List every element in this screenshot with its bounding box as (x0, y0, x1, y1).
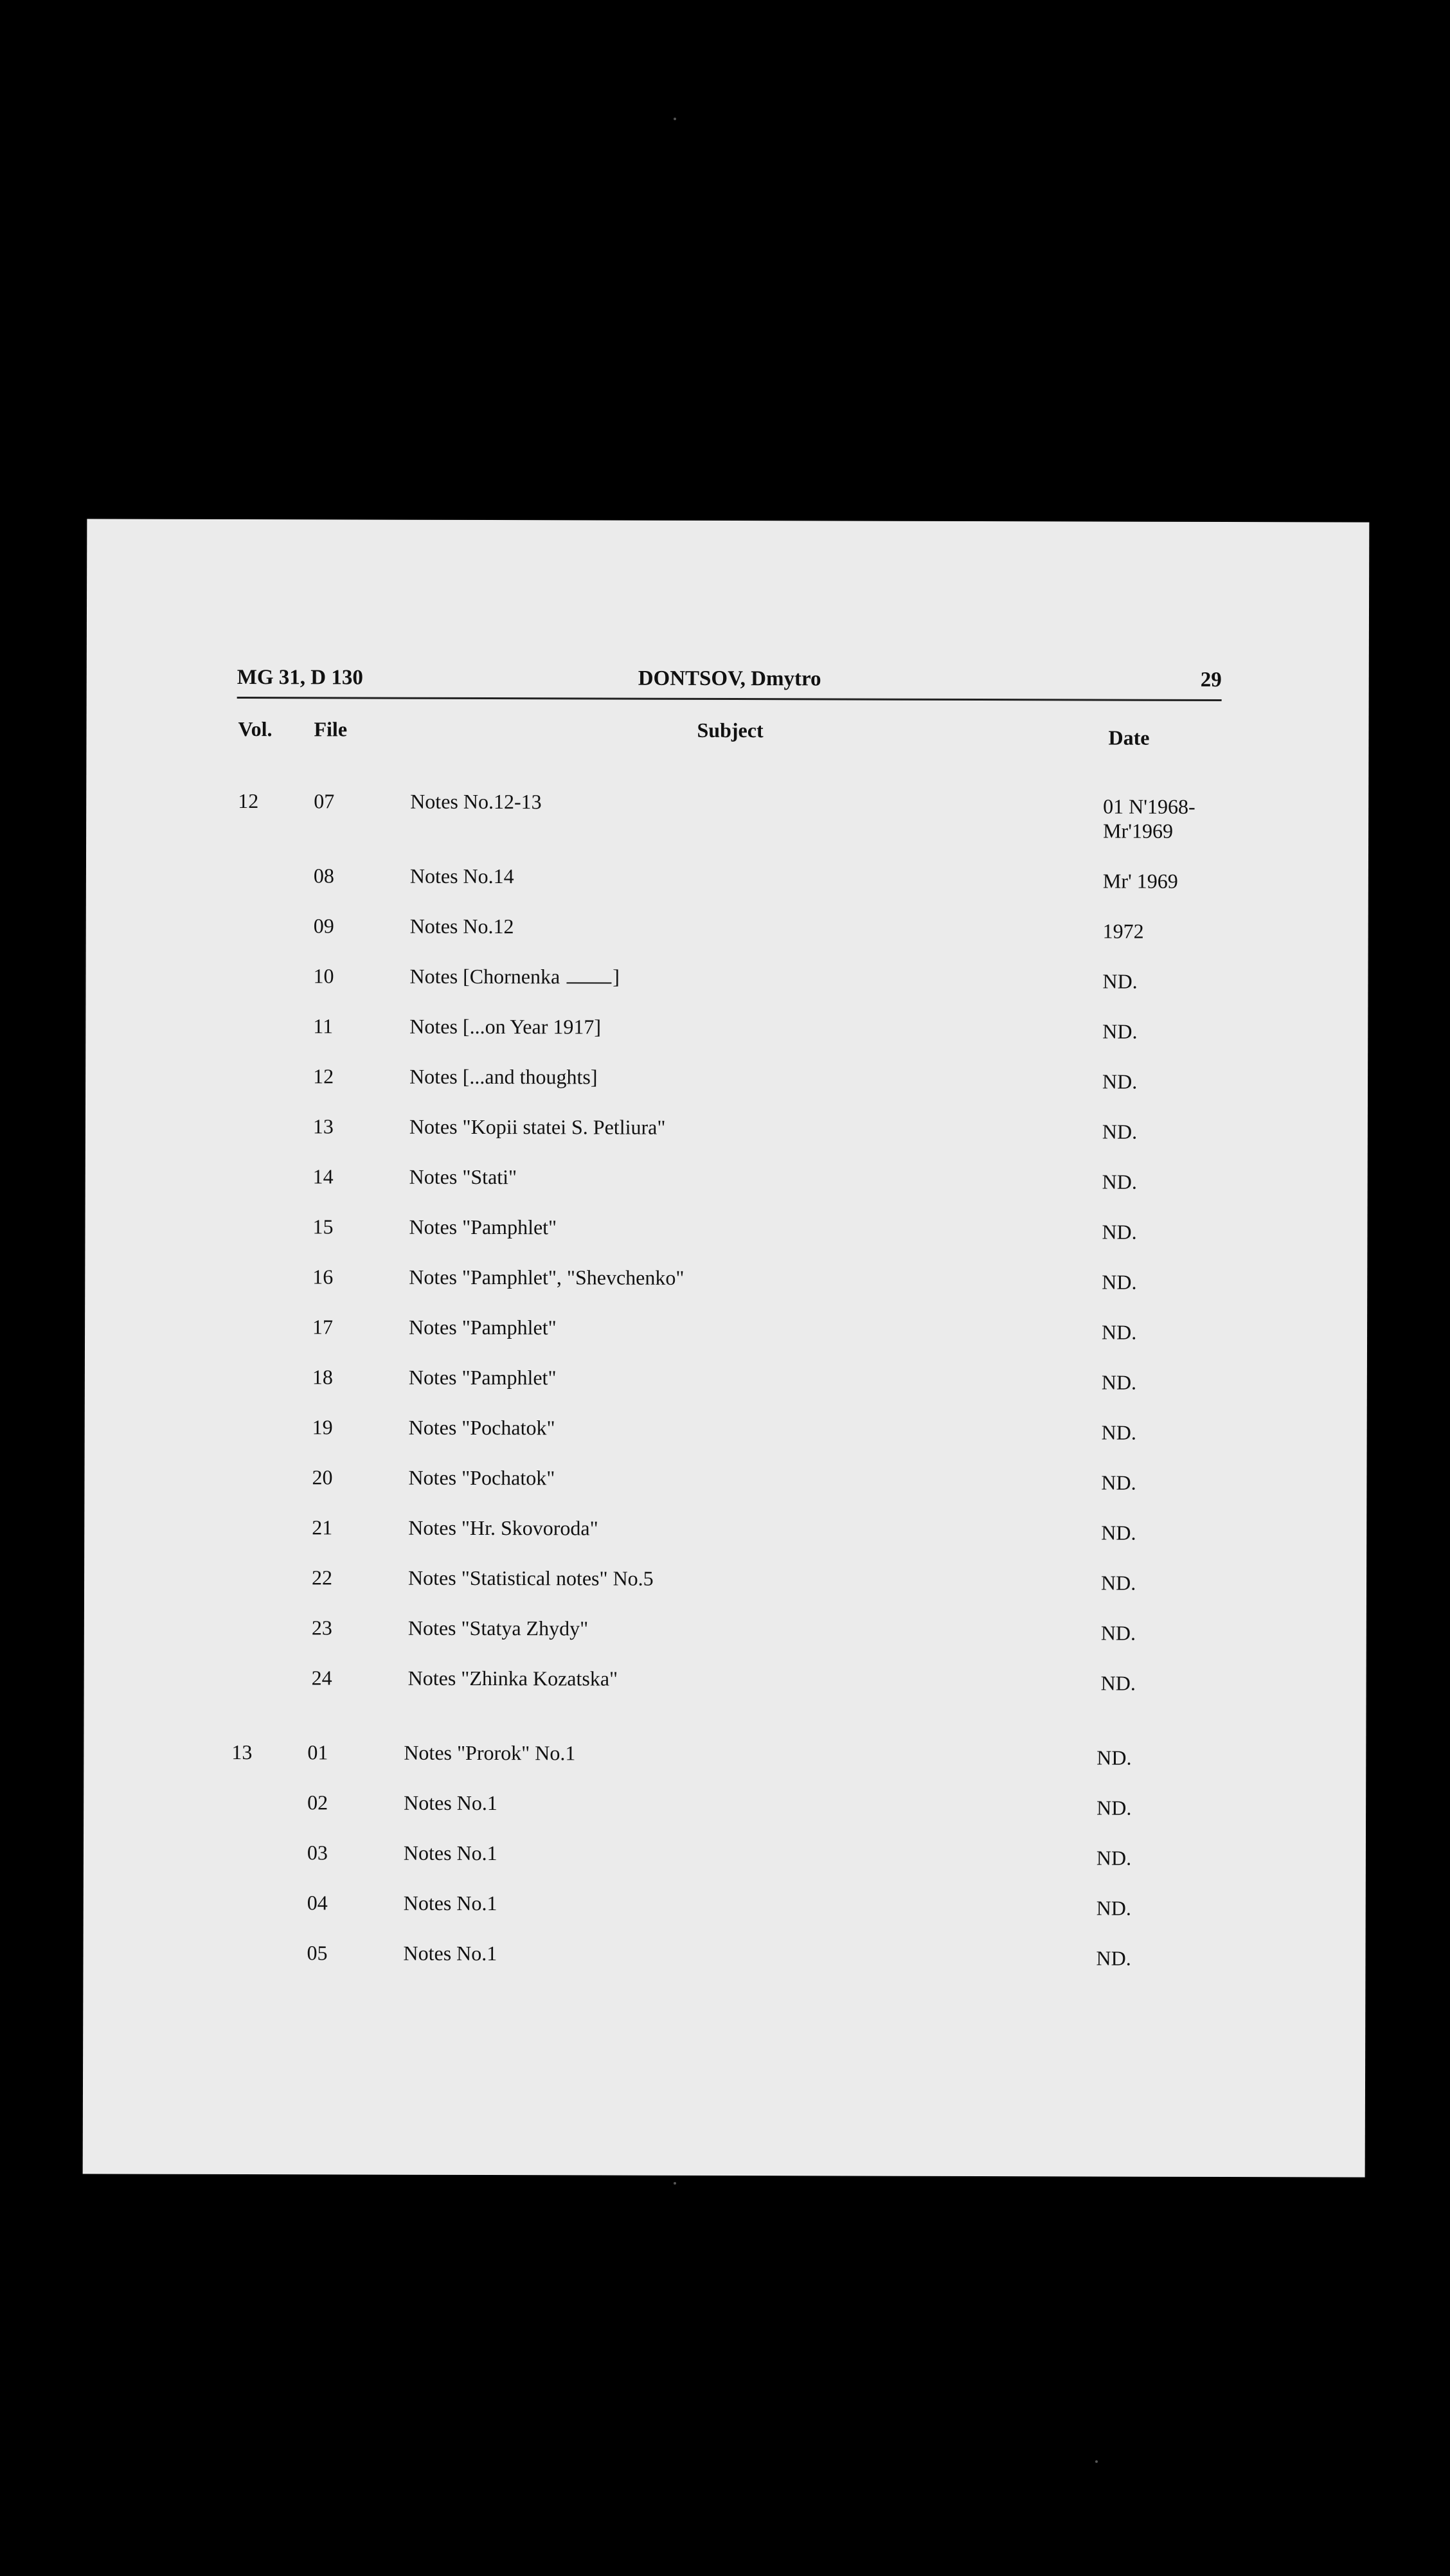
table-row (84, 1790, 1366, 1832)
subject-cell: Notes "Zhinka Kozatska" (407, 1666, 618, 1690)
date-cell: ND. (1102, 1220, 1137, 1244)
file-cell: 07 (314, 789, 335, 813)
table-row (86, 789, 1368, 843)
table-row (85, 1114, 1368, 1156)
file-cell: 24 (311, 1666, 332, 1690)
subject-cell: Notes No.12-13 (410, 789, 542, 814)
subject-suffix: ] (613, 965, 620, 988)
subject-cell: Notes No.1 (403, 1891, 497, 1915)
collection-name: DONTSOV, Dmytro (638, 666, 821, 691)
file-cell: 19 (312, 1415, 333, 1439)
subject-cell: Notes No.1 (403, 1841, 497, 1865)
date-cell: ND. (1102, 1320, 1137, 1344)
date-cell: ND. (1101, 1521, 1136, 1544)
file-cell: 16 (312, 1265, 334, 1289)
column-header-subject: Subject (697, 718, 764, 742)
file-cell: 12 (313, 1064, 334, 1088)
file-cell: 22 (312, 1566, 333, 1589)
date-cell: ND. (1100, 1671, 1136, 1695)
file-cell: 11 (313, 1014, 334, 1038)
table-row (84, 1565, 1366, 1607)
date-cell: ND. (1102, 1170, 1137, 1194)
subject-cell: Notes "Pamphlet" (408, 1365, 557, 1390)
column-header-file: File (314, 717, 348, 741)
document-page (83, 519, 1370, 2177)
file-cell: 17 (312, 1315, 334, 1339)
date-cell: ND. (1102, 1019, 1138, 1043)
file-cell: 14 (312, 1165, 334, 1188)
file-cell: 04 (307, 1891, 328, 1915)
subject-text: Notes [Chornenka (409, 964, 560, 988)
subject-cell: Notes "Pochatok" (408, 1415, 555, 1440)
date-cell: ND. (1101, 1420, 1136, 1444)
date-cell: Mr' 1969 (1102, 869, 1178, 893)
subject-cell: Notes No.12 (409, 914, 514, 938)
scan-speck (674, 118, 676, 120)
subject-cell: Notes "Pamphlet" (409, 1215, 557, 1239)
file-list (86, 789, 1368, 1970)
table-row (84, 1840, 1366, 1882)
table-row (85, 1164, 1368, 1206)
file-cell: 15 (312, 1215, 334, 1239)
table-row (83, 1940, 1365, 1982)
table-row (85, 1064, 1368, 1105)
collection-reference: MG 31, D 130 (237, 666, 363, 690)
date-cell: 01 N'1968-Mr'1969 (1103, 794, 1195, 843)
column-header-vol: Vol. (238, 717, 273, 741)
file-cell: 01 (307, 1740, 328, 1764)
vol-cell: 12 (238, 789, 259, 813)
blank-line (566, 981, 611, 983)
file-cell: 05 (307, 1941, 328, 1965)
table-row (86, 863, 1368, 905)
date-cell: ND. (1102, 1069, 1138, 1093)
date-cell: ND. (1096, 1946, 1131, 1970)
table-row (85, 1264, 1367, 1306)
subject-cell: Notes "Statya Zhydy" (407, 1616, 589, 1640)
scan-speck (674, 2182, 676, 2185)
table-row (84, 1615, 1366, 1657)
subject-cell (409, 965, 619, 989)
table-row (85, 963, 1368, 1005)
date-cell: 1972 (1102, 919, 1144, 943)
date-cell: ND. (1101, 1370, 1137, 1394)
file-cell: 02 (307, 1791, 328, 1814)
file-cell: 03 (307, 1841, 328, 1865)
table-row (84, 1890, 1366, 1932)
file-cell: 09 (313, 914, 334, 938)
subject-cell: Notes No.1 (404, 1791, 497, 1815)
file-cell: 08 (313, 864, 334, 888)
subject-cell: Notes No.14 (409, 864, 514, 888)
date-cell: ND. (1100, 1621, 1136, 1645)
subject-cell: Notes "Pamphlet", "Shevchenko" (409, 1265, 685, 1289)
file-cell: 13 (312, 1114, 334, 1138)
subject-cell: Notes [...and thoughts] (409, 1064, 598, 1089)
column-header-date: Date (1108, 726, 1150, 749)
table-row (85, 1314, 1367, 1356)
subject-cell: Notes "Hr. Skovoroda" (408, 1516, 598, 1540)
table-row (85, 1214, 1367, 1256)
file-cell: 23 (311, 1616, 332, 1640)
table-row (86, 913, 1368, 955)
table-row (85, 1364, 1367, 1406)
page-number: 29 (1200, 668, 1222, 692)
subject-cell: Notes [...on Year 1917] (409, 1014, 602, 1039)
date-cell: ND. (1096, 1796, 1132, 1820)
file-cell: 18 (312, 1365, 333, 1389)
date-cell: ND. (1096, 1746, 1132, 1769)
file-cell: 20 (312, 1465, 333, 1489)
subject-cell: Notes No.1 (403, 1941, 497, 1965)
subject-cell: Notes "Pochatok" (408, 1465, 555, 1490)
vol-cell: 13 (231, 1740, 253, 1764)
file-cell: 10 (313, 964, 334, 988)
date-cell: ND. (1102, 1270, 1137, 1294)
table-row (85, 1014, 1368, 1055)
file-cell: 21 (312, 1516, 333, 1539)
subject-cell: Notes "Statistical notes" No.5 (408, 1566, 654, 1590)
date-cell: ND. (1096, 1896, 1131, 1920)
table-row (84, 1465, 1366, 1507)
date-cell: ND. (1100, 1571, 1136, 1595)
date-cell: ND. (1102, 969, 1138, 993)
date-cell: ND. (1101, 1471, 1136, 1494)
subject-cell: Notes "Kopii statei S. Petliura" (409, 1114, 666, 1139)
scan-speck (1095, 2460, 1098, 2463)
subject-cell: Notes "Prorok" No.1 (404, 1740, 576, 1765)
date-cell: ND. (1096, 1846, 1132, 1870)
table-row (84, 1665, 1366, 1707)
table-row (84, 1740, 1366, 1782)
table-row (84, 1515, 1366, 1557)
subject-cell: Notes "Stati" (409, 1165, 517, 1189)
subject-cell: Notes "Pamphlet" (409, 1315, 557, 1339)
date-cell: ND. (1102, 1120, 1138, 1143)
table-row (85, 1415, 1367, 1456)
